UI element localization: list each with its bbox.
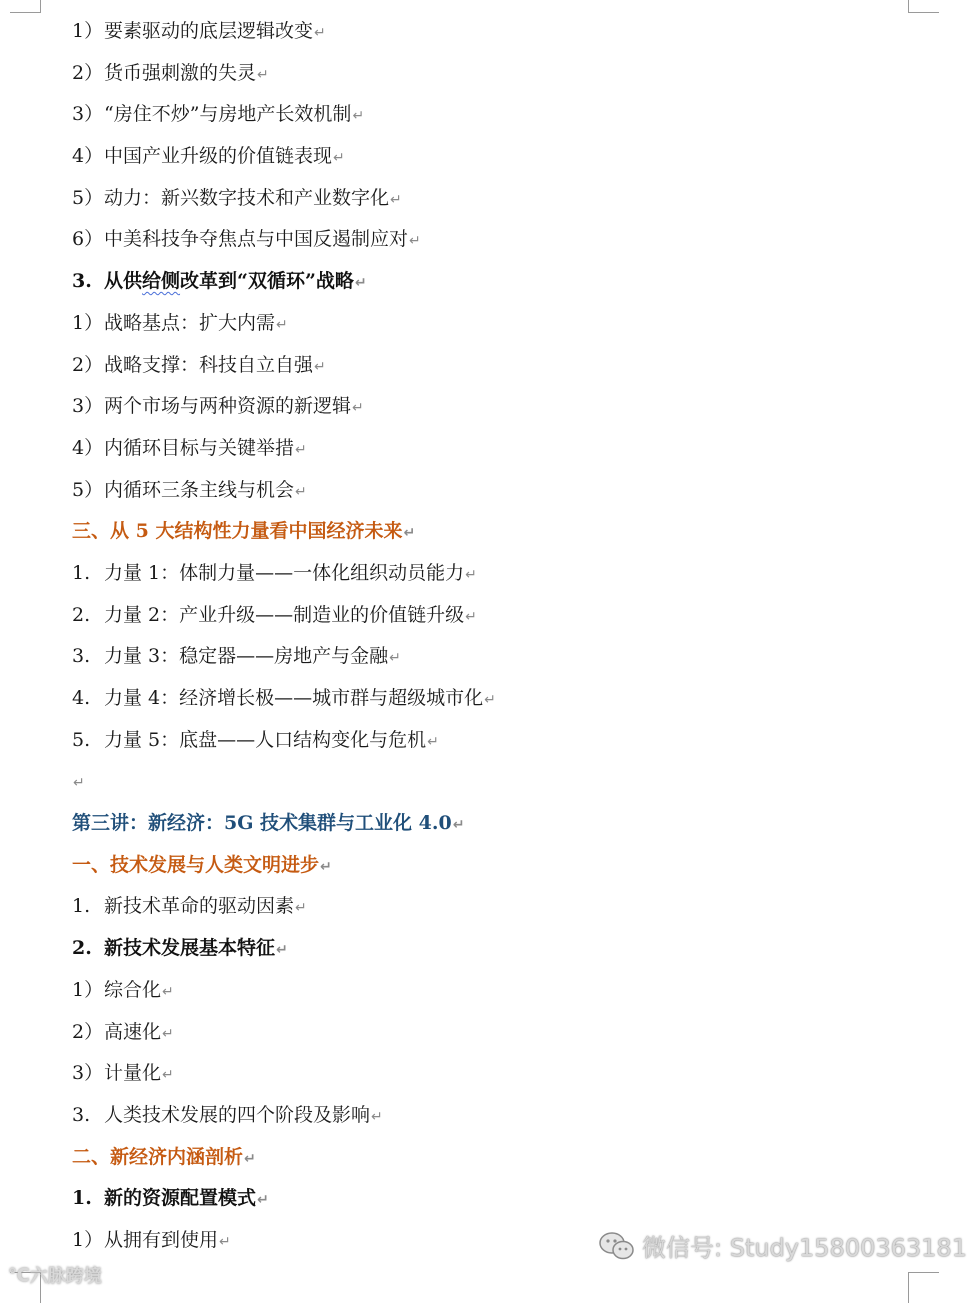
item-number: 4） (72, 145, 104, 168)
paragraph-mark-icon: ↵ (409, 233, 421, 250)
page-corner-top-right (908, 0, 939, 13)
paragraph-mark-icon: ↵ (257, 66, 269, 83)
paragraph-mark-icon: ↵ (371, 1108, 383, 1125)
paragraph-mark-icon: ↵ (276, 316, 288, 333)
list-item[interactable] (72, 598, 932, 640)
heading-text: 新的资源配置模式 (104, 1187, 257, 1210)
lecture-heading[interactable] (72, 806, 932, 848)
item-number: 6） (72, 228, 104, 251)
item-text: 货币强刺激的失灵 (104, 61, 257, 84)
list-item[interactable] (72, 222, 932, 264)
paragraph-mark-icon: ↵ (427, 733, 439, 750)
heading-text: 三、从 5 大结构性力量看中国经济未来 (72, 520, 403, 543)
chapter-heading[interactable] (72, 1140, 932, 1182)
chapter-heading[interactable] (72, 514, 932, 556)
list-item[interactable] (72, 973, 932, 1015)
item-number: 5） (72, 478, 104, 501)
brand-watermark (8, 1262, 102, 1288)
paragraph-mark-icon: ↵ (352, 108, 365, 125)
heading-number: 2. (72, 937, 92, 960)
list-item[interactable] (72, 139, 932, 181)
item-text: 力量 3：稳定器——房地产与金融 (104, 645, 389, 668)
wechat-icon (598, 1230, 636, 1262)
list-item[interactable] (72, 306, 932, 348)
paragraph-mark-icon: ↵ (403, 525, 416, 542)
paragraph-mark-icon: ↵ (295, 483, 307, 500)
list-item[interactable] (72, 639, 932, 681)
heading-text: 新技术发展基本特征 (104, 937, 276, 960)
item-text: 力量 4：经济增长极——城市群与超级城市化 (104, 687, 484, 709)
item-text: 力量 5：底盘——人口结构变化与危机 (104, 728, 427, 751)
list-item[interactable] (72, 348, 932, 390)
paragraph-mark-icon: ↵ (295, 441, 307, 458)
heading-text: 一、技术发展与人类文明进步 (72, 853, 320, 876)
item-number: 3） (72, 395, 104, 418)
paragraph-mark-icon: ↵ (162, 1025, 174, 1042)
paragraph-mark-icon: ↵ (219, 1233, 231, 1250)
item-number: 1. (72, 561, 91, 584)
spellcheck-underlined-text[interactable]: 给侧 (142, 270, 181, 293)
list-item[interactable] (72, 1056, 932, 1098)
paragraph-mark-icon: ↵ (352, 400, 364, 417)
paragraph-mark-icon: ↵ (452, 817, 465, 834)
paragraph-mark-icon: ↵ (390, 191, 402, 208)
item-number: 3. (72, 645, 91, 668)
item-text: 新技术革命的驱动因素 (104, 895, 295, 918)
brand-text: 六脉跨境 (29, 1266, 102, 1287)
list-item[interactable] (72, 97, 932, 139)
item-text: 内循环目标与关键举措 (104, 436, 295, 459)
item-number: 5） (72, 186, 104, 209)
list-item[interactable] (72, 723, 932, 765)
section-heading[interactable] (72, 931, 932, 973)
section-heading[interactable] (72, 1181, 932, 1223)
paragraph-mark-icon: ↵ (314, 358, 326, 375)
item-text: 综合化 (104, 978, 162, 1001)
paragraph-mark-icon: ↵ (314, 25, 326, 41)
item-number: 1） (72, 311, 104, 334)
item-number: 1） (72, 20, 104, 42)
paragraph-mark-icon: ↵ (465, 566, 477, 583)
watermark-text: 微信号: Study15800363181 (642, 1234, 967, 1262)
list-item[interactable] (72, 556, 932, 598)
list-item[interactable] (72, 181, 932, 223)
item-text: 内循环三条主线与机会 (104, 478, 295, 501)
item-text: 战略基点：扩大内需 (104, 311, 276, 334)
item-number: 3） (72, 1062, 104, 1085)
paragraph-mark-icon: ↵ (276, 942, 288, 959)
paragraph-mark-icon: ↵ (73, 775, 85, 792)
item-number: 1） (72, 1228, 104, 1251)
item-number: 1） (72, 978, 104, 1001)
list-item[interactable] (72, 1098, 932, 1140)
brand-logo-icon: ℃ (8, 1264, 30, 1286)
paragraph-mark-icon: ↵ (333, 150, 345, 167)
item-text: 从拥有到使用 (104, 1228, 219, 1251)
empty-paragraph[interactable] (72, 764, 932, 806)
item-text: 计量化 (104, 1062, 162, 1085)
heading-text: 第三讲：新经济：5G 技术集群与工业化 4.0 (72, 812, 452, 835)
item-number: 2） (72, 1020, 104, 1043)
item-number: 2） (72, 61, 104, 84)
item-text: 要素驱动的底层逻辑改变 (104, 20, 314, 42)
chapter-heading[interactable] (72, 848, 932, 890)
paragraph-mark-icon: ↵ (354, 275, 367, 292)
item-text: 两个市场与两种资源的新逻辑 (104, 395, 352, 418)
list-item[interactable] (72, 889, 932, 931)
item-text: 中国产业升级的价值链表现 (104, 145, 333, 168)
list-item[interactable] (72, 473, 932, 515)
document-page[interactable] (72, 14, 932, 1265)
paragraph-mark-icon: ↵ (465, 608, 477, 625)
page-corner-bottom-right (908, 1272, 939, 1303)
list-item[interactable] (72, 56, 932, 98)
item-number: 3. (72, 1103, 91, 1126)
item-number: 1. (72, 895, 91, 918)
item-text: 人类技术发展的四个阶段及影响 (104, 1103, 371, 1126)
list-item[interactable] (72, 389, 932, 431)
paragraph-mark-icon: ↵ (162, 983, 174, 1000)
item-number: 2. (72, 603, 91, 626)
wechat-watermark (598, 1228, 967, 1263)
item-number: 4） (72, 436, 104, 459)
item-text: 中美科技争夺焦点与中国反遏制应对 (104, 228, 409, 251)
heading-number: 1. (72, 1187, 92, 1210)
item-text: 动力：新兴数字技术和产业数字化 (104, 186, 390, 209)
item-number: 4. (72, 687, 91, 709)
heading-number: 3. (72, 270, 92, 293)
item-number: 5. (72, 728, 91, 751)
item-text: 力量 2：产业升级——制造业的价值链升级 (104, 603, 465, 626)
paragraph-mark-icon: ↵ (484, 692, 496, 708)
item-text: “房住不炒”与房地产长效机制 (104, 103, 352, 126)
heading-text-part: 从供 (104, 270, 143, 293)
item-text: 战略支撑：科技自立自强 (104, 353, 314, 376)
page-corner-top-left (10, 0, 41, 13)
paragraph-mark-icon: ↵ (320, 858, 332, 875)
list-item[interactable] (72, 431, 932, 473)
list-item[interactable] (72, 14, 932, 56)
item-number: 3） (72, 103, 104, 126)
paragraph-mark-icon: ↵ (162, 1067, 174, 1084)
paragraph-mark-icon: ↵ (257, 1192, 269, 1209)
item-text: 力量 1：体制力量——一体化组织动员能力 (104, 561, 465, 584)
paragraph-mark-icon: ↵ (389, 650, 401, 667)
item-number: 2） (72, 353, 104, 376)
paragraph-mark-icon: ↵ (244, 1150, 256, 1167)
section-heading[interactable] (72, 264, 932, 306)
item-text: 高速化 (104, 1020, 162, 1043)
heading-text-part: 改革到“双循环”战略 (180, 270, 354, 293)
list-item[interactable] (72, 1015, 932, 1057)
list-item[interactable] (72, 681, 932, 723)
paragraph-mark-icon: ↵ (295, 900, 307, 917)
heading-text: 二、新经济内涵剖析 (72, 1145, 244, 1168)
